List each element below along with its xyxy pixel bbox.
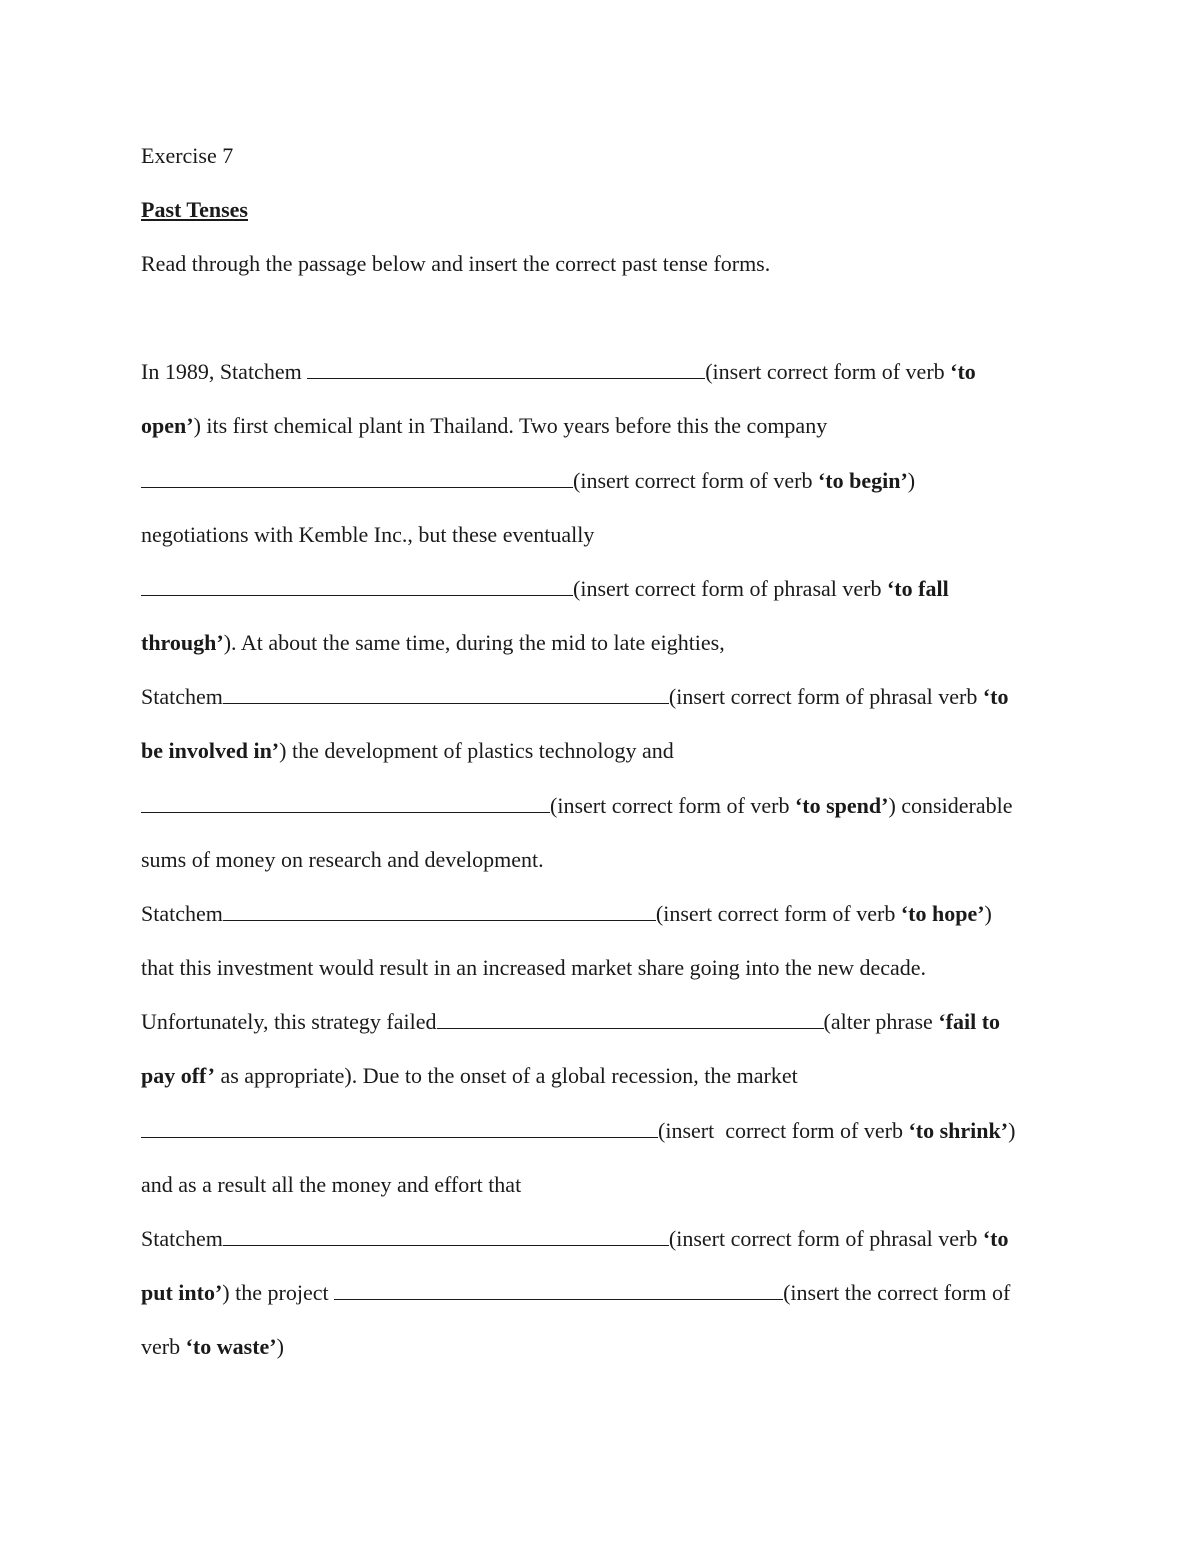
line-text: ): [276, 1334, 284, 1359]
line-text: (insert correct form of verb: [573, 468, 818, 493]
heading-text: Past Tenses: [141, 197, 248, 222]
instruction-text: Read through the passage below and insert the correct past tense forms.: [141, 251, 771, 276]
passage-line-5: [141, 573, 949, 605]
verb-hint: ‘to waste’: [185, 1334, 277, 1359]
answer-blank-7[interactable]: [437, 1006, 824, 1029]
passage-line-13: [141, 1006, 1000, 1038]
verb-hint: ‘to hope’: [900, 901, 985, 926]
passage-line-15: [141, 1115, 1015, 1147]
passage-line-19: [141, 1331, 284, 1363]
line-text: (insert correct form of phrasal verb: [668, 684, 983, 709]
answer-blank-6[interactable]: [223, 898, 656, 921]
passage-line-10: sums of money on research and development.: [141, 847, 544, 872]
passage-line-1: [141, 356, 976, 388]
line-text: Unfortunately, this strategy failed: [141, 1009, 437, 1034]
line-text: verb: [141, 1334, 186, 1359]
passage-line-14: [141, 1060, 798, 1092]
verb-hint: ‘to: [982, 684, 1009, 709]
verb-hint: be involved in’: [141, 738, 280, 763]
line-text: ) the project: [222, 1280, 335, 1305]
line-text: (insert correct form of phrasal verb: [668, 1226, 983, 1251]
line-text: (insert correct form of phrasal verb: [573, 576, 887, 601]
passage-line-3: [141, 465, 915, 497]
passage-line-7: [141, 681, 1009, 713]
line-text: Statchem: [141, 1226, 223, 1251]
line-text: ): [984, 901, 992, 926]
line-text: ): [1008, 1118, 1016, 1143]
line-text: (insert correct form of verb: [550, 793, 795, 818]
passage-line-12: that this investment would result in an increased market share going into the new decade.: [141, 955, 927, 980]
passage-line-6: [141, 627, 725, 659]
verb-hint: ‘to spend’: [794, 793, 889, 818]
verb-hint: ‘to begin’: [817, 468, 908, 493]
exercise-label: Exercise 7: [141, 143, 234, 168]
verb-hint: through’: [141, 630, 224, 655]
answer-blank-9[interactable]: [223, 1223, 669, 1246]
answer-blank-5[interactable]: [141, 790, 550, 813]
line-text: ): [907, 468, 916, 493]
answer-blank-10[interactable]: [334, 1277, 783, 1300]
line-text: Statchem: [141, 901, 223, 926]
passage-line-4: negotiations with Kemble Inc., but these eventually: [141, 522, 595, 547]
line-text: (insert correct form of verb: [658, 1118, 909, 1143]
section-heading: [141, 194, 248, 226]
passage-line-2: [141, 410, 827, 442]
answer-blank-4[interactable]: [223, 681, 669, 704]
line-text: ) its first chemical plant in Thailand. Two years before this the company: [193, 413, 828, 438]
verb-hint: ‘to: [950, 359, 976, 384]
line-text: (alter phrase: [823, 1009, 939, 1034]
answer-blank-3[interactable]: [141, 573, 573, 596]
verb-hint: pay off’: [141, 1063, 215, 1088]
verb-hint: open’: [141, 413, 194, 438]
line-text: (insert correct form of verb: [705, 359, 951, 384]
line-text: ). At about the same time, during the mid to late eighties,: [223, 630, 725, 655]
line-text: (insert correct form of verb: [655, 901, 901, 926]
verb-hint: ‘to: [982, 1226, 1009, 1251]
answer-blank-1[interactable]: [307, 356, 705, 379]
answer-blank-8[interactable]: [141, 1115, 658, 1138]
line-text: as appropriate). Due to the onset of a global recession, the market: [214, 1063, 798, 1088]
verb-hint: put into’: [141, 1280, 223, 1305]
answer-blank-2[interactable]: [141, 465, 573, 488]
passage-line-11: [141, 898, 992, 930]
verb-hint: ‘to fall: [886, 576, 949, 601]
line-text: ) the development of plastics technology and: [279, 738, 674, 763]
passage-line-17: [141, 1223, 1009, 1255]
line-text: (insert the correct form of: [783, 1280, 1011, 1305]
passage-line-16: and as a result all the money and effort that: [141, 1172, 522, 1197]
line-text: ) considerable: [888, 793, 1013, 818]
passage-line-8: [141, 735, 674, 767]
verb-hint: ‘fail to: [938, 1009, 1001, 1034]
passage-line-9: [141, 790, 1012, 822]
line-text: In 1989, Statchem: [141, 359, 308, 384]
verb-hint: ‘to shrink’: [908, 1118, 1009, 1143]
line-text: Statchem: [141, 684, 223, 709]
passage-line-18: [141, 1277, 1010, 1309]
